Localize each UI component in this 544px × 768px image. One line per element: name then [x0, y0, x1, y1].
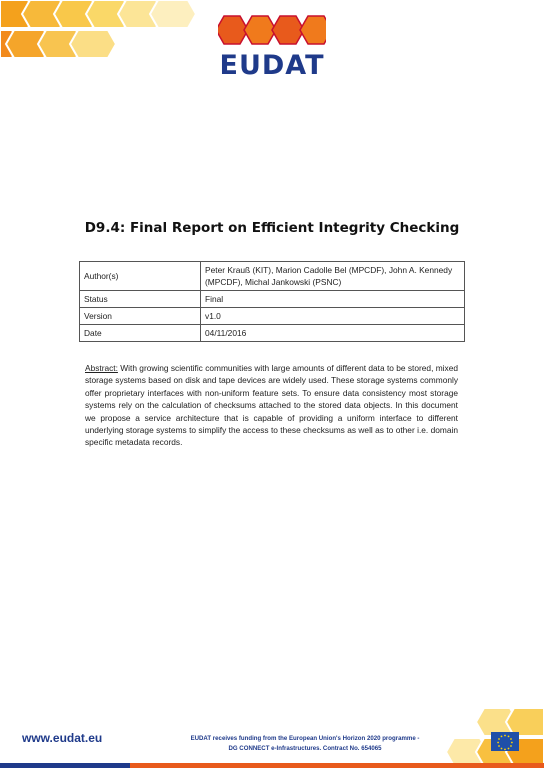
metadata-value-version: v1.0: [201, 308, 465, 325]
abstract-text: With growing scientific communities with large amounts of different data to be stored, mixed storage systems based on disk and tape devices are widely used. These storage systems commonly offer proprietary interfaces with non-uniform feature sets. To ensure data consistency most storage systems rely on the calculation of checksums attached to the stored data objects. In this document we propose a service architecture that is capable of providing a uniform interface to different underlying storage systems to simplify the access to these checksums as well as to other i.e. domain specific metadata records.: [85, 363, 458, 448]
metadata-table: [79, 261, 465, 342]
metadata-key-version: Version: [80, 308, 201, 325]
eudat-logo-text: EUDAT: [219, 50, 325, 81]
eudat-logo-hexagons-icon: [218, 12, 326, 50]
metadata-key-authors: Author(s): [80, 262, 201, 291]
abstract-label: Abstract:: [85, 363, 118, 373]
abstract-paragraph: [85, 362, 458, 449]
table-row: [80, 308, 465, 325]
metadata-value-date: 04/11/2016: [201, 325, 465, 342]
footer-funding-statement: [150, 734, 460, 754]
footer-funding-line: DG CONNECT e-Infrastructures. Contract No. 654065: [228, 745, 382, 752]
metadata-key-status: Status: [80, 291, 201, 308]
document-title: D9.4: Final Report on Efficient Integrity Checking: [84, 220, 460, 236]
footer-funding-line: EUDAT receives funding from the European Union's Horizon 2020 programme -: [190, 735, 420, 742]
footer-bar-orange-segment: [130, 763, 544, 768]
decorative-hexagon-pattern-top: [0, 0, 200, 60]
table-row: [80, 325, 465, 342]
eudat-logo: [214, 12, 330, 82]
footer-bar-blue-segment: [0, 763, 130, 768]
footer-color-bar: [0, 763, 544, 768]
eu-flag-icon: [491, 732, 519, 751]
metadata-value-authors: Peter Krauß (KIT), Marion Cadolle Bel (MPCDF), John A. Kennedy (MPCDF), Michal Jankowski (PSNC): [201, 262, 465, 291]
table-row: [80, 291, 465, 308]
table-row: [80, 262, 465, 291]
metadata-key-date: Date: [80, 325, 201, 342]
metadata-value-status: Final: [201, 291, 465, 308]
footer-website-link[interactable]: www.eudat.eu: [22, 731, 103, 745]
